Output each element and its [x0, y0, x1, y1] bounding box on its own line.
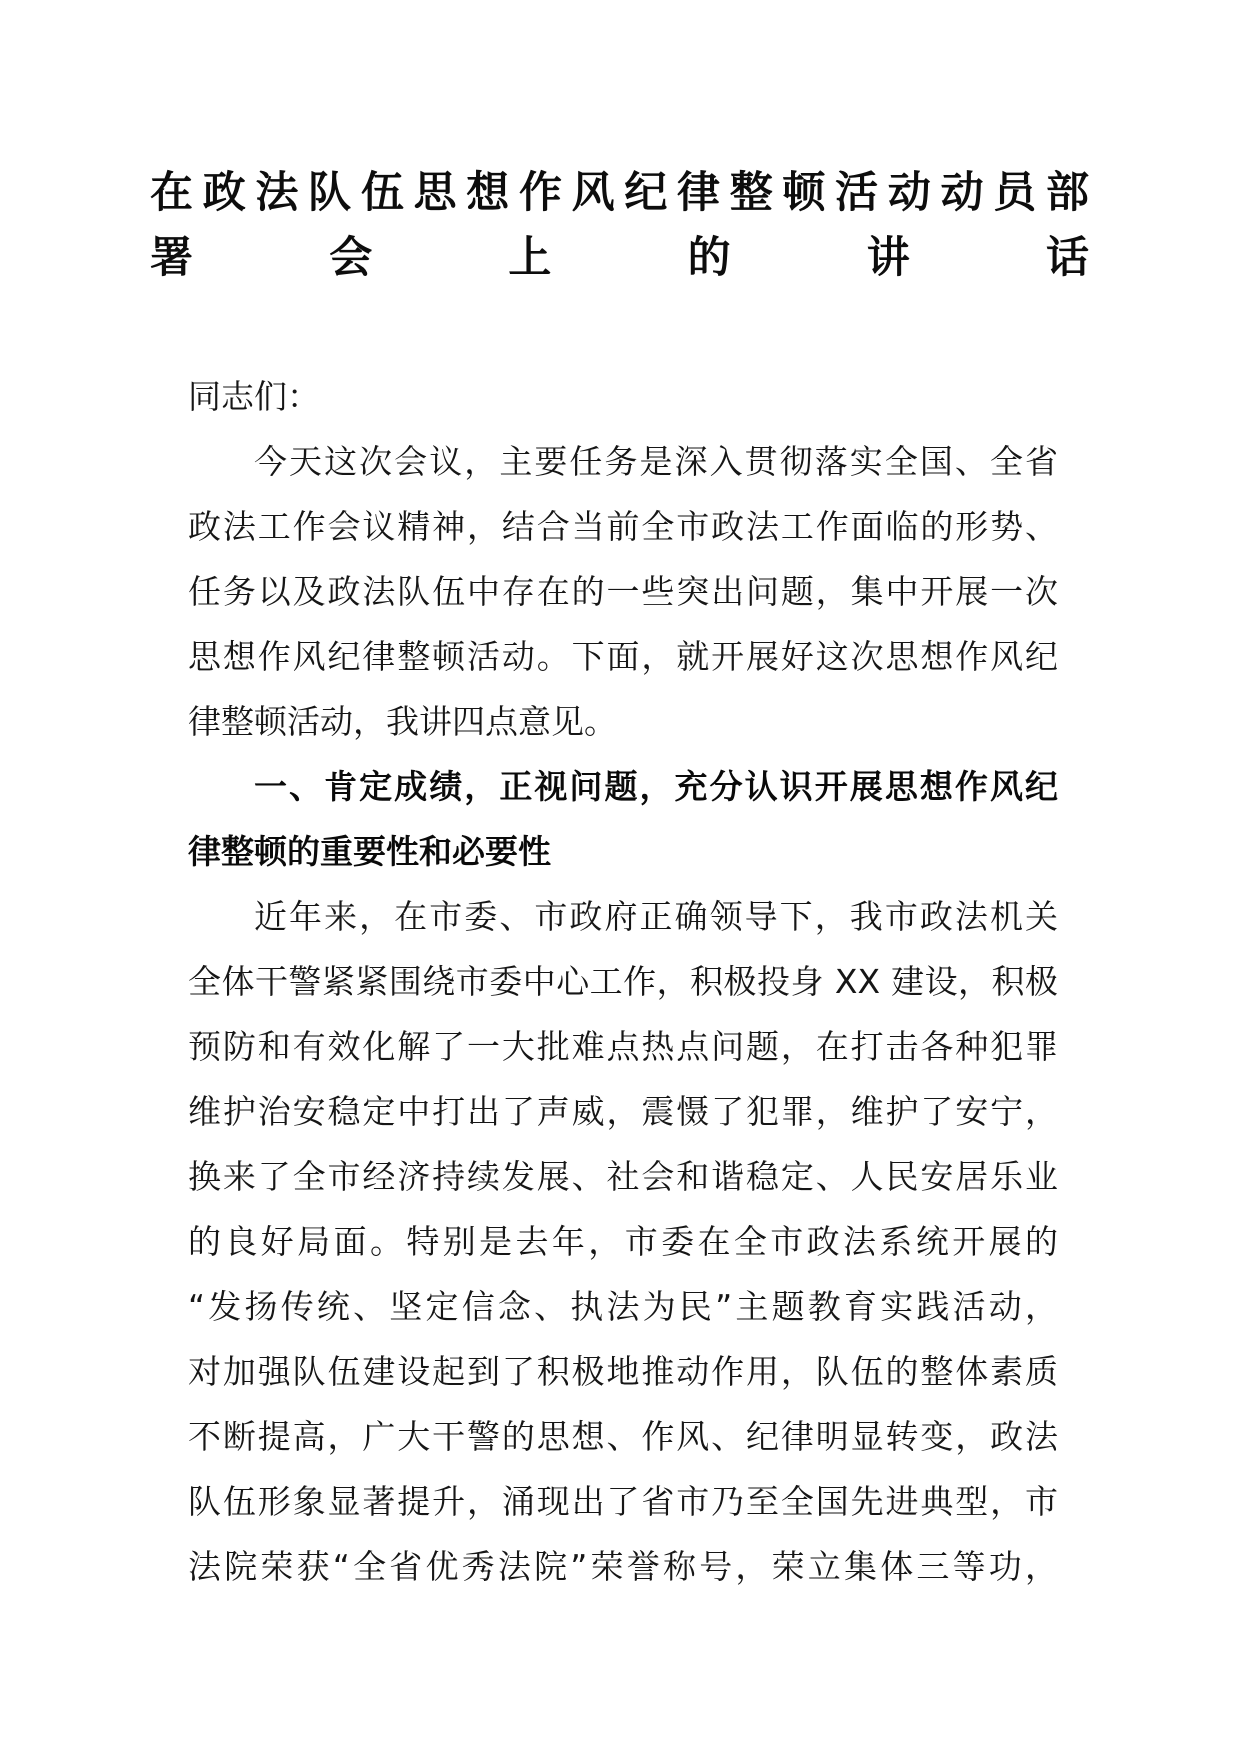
paragraph-line: 全体干警紧紧围绕市委中心工作，积极投身 XX 建设，积极 [188, 962, 1058, 1001]
document-body [188, 364, 1058, 1599]
document-title [150, 156, 1090, 286]
title-line: 在政法队伍思想作风纪律整顿活动动员部 [150, 168, 1090, 218]
paragraph-line: 任务以及政法队伍中存在的一些突出问题，集中开展一次 [188, 572, 1058, 611]
paragraph-line: 律整顿活动，我讲四点意见。 [188, 702, 617, 741]
paragraph-line: 不断提高，广大干警的思想、作风、纪律明显转变，政法 [188, 1417, 1058, 1456]
paragraph-1 [188, 429, 1058, 754]
paragraph-line: 法院荣获“全省优秀法院”荣誉称号，荣立集体三等功， [188, 1547, 1058, 1586]
section-heading-1 [188, 754, 1058, 884]
paragraph-line: 预防和有效化解了一大批难点热点问题，在打击各种犯罪 [188, 1027, 1058, 1066]
paragraph-line: 换来了全市经济持续发展、社会和谐稳定、人民安居乐业 [188, 1157, 1058, 1196]
salutation: 同志们： [188, 377, 320, 416]
title-line: 署会上的讲话 [150, 233, 1090, 283]
paragraph-line: 今天这次会议，主要任务是深入贯彻落实全国、全省 [254, 442, 1058, 481]
heading-line: 律整顿的重要性和必要性 [188, 832, 551, 871]
paragraph-line: 近年来，在市委、市政府正确领导下，我市政法机关 [254, 897, 1058, 936]
paragraph-line: “发扬传统、坚定信念、执法为民”主题教育实践活动， [188, 1287, 1058, 1326]
heading-line: 一、肯定成绩，正视问题，充分认识开展思想作风纪 [254, 767, 1058, 806]
paragraph-line: 队伍形象显著提升，涌现出了省市乃至全国先进典型，市 [188, 1482, 1058, 1521]
paragraph-line: 思想作风纪律整顿活动。下面，就开展好这次思想作风纪 [188, 637, 1058, 676]
paragraph-line: 政法工作会议精神，结合当前全市政法工作面临的形势、 [188, 507, 1058, 546]
paragraph-2 [188, 884, 1058, 1599]
paragraph-line: 的良好局面。特别是去年，市委在全市政法系统开展的 [188, 1222, 1058, 1261]
paragraph-line: 维护治安稳定中打出了声威，震慑了犯罪，维护了安宁， [188, 1092, 1058, 1131]
paragraph-line: 对加强队伍建设起到了积极地推动作用，队伍的整体素质 [188, 1352, 1058, 1391]
